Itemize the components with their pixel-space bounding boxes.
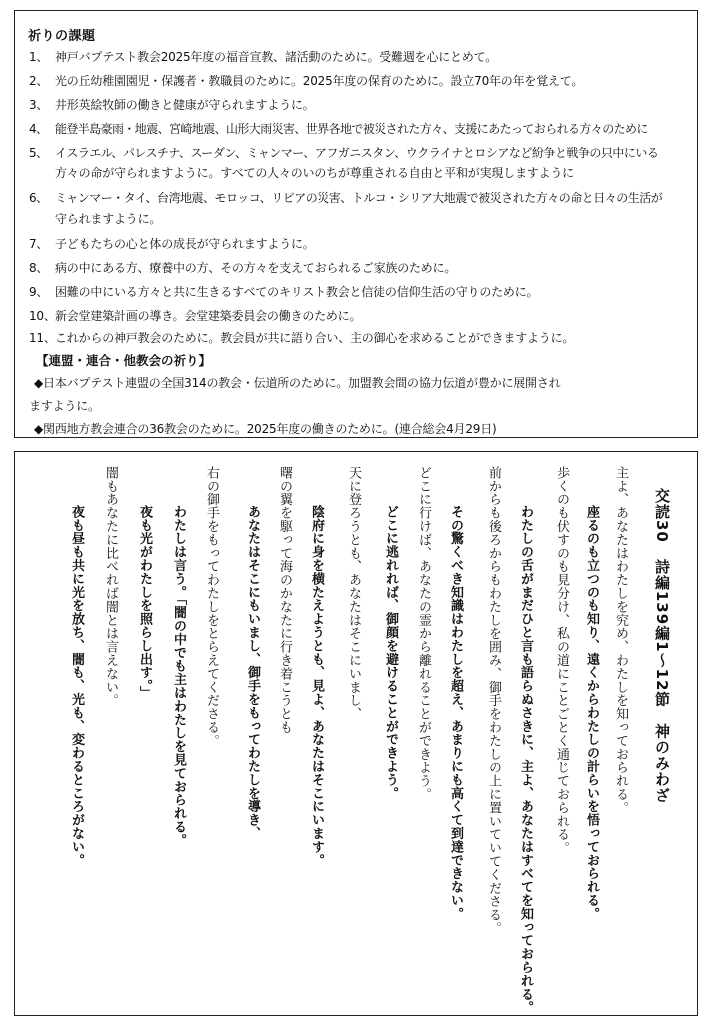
prayer-item-10: 10、新会堂建築計画の導き。会堂建築委員会の働きのために。 — [29, 309, 362, 323]
prayer-item-9: 9、 困難の中にいる方々と共に生きるすべてのキリスト教会と信徒の信仰生活の守りのために。 — [29, 285, 539, 299]
prayer-item-6-cont: 守られますように。 — [55, 212, 162, 226]
prayer-title: 祈りの課題 — [28, 29, 96, 44]
union-item-1: ◆日本バプテスト連盟の全国314の教会・伝道所のために。加盟教会間の協力伝道が豊かに展開され — [34, 376, 561, 390]
prayer-item-11: 11、これからの神戸教会のために。教会員が共に語り合い、主の御心を求めることができますように。 — [29, 331, 575, 345]
reading-line-4: わたしの舌がまだひと言も語らぬさきに、主よ、あなたはすべてを知っておられる。 — [518, 505, 533, 1015]
reading-line-16: 闇もあなたに比べれば闇とは言えない。 — [103, 466, 118, 708]
reading-line-11: 曙の翼を駆って海のかなたに行き着こうとも — [277, 466, 292, 734]
reading-line-15: 夜も光がわたしを照らし出す。」 — [137, 505, 152, 700]
prayer-item-3: 3、 井形英絵牧師の働きと健康が守られますように。 — [29, 98, 315, 112]
union-prayer-heading: 【連盟・連合・他教会の祈り】 — [36, 353, 212, 368]
prayer-item-2: 2、 光の丘幼稚園園児・保護者・教職員のために。2025年度の保育のために。設立70年の年を覚えて。 — [29, 74, 584, 88]
prayer-item-8: 8、 病の中にある方、療養中の方、その方々を支えておられるご家族のために。 — [29, 261, 457, 275]
reading-line-5: 前からも後ろからもわたしを囲み、御手をわたしの上に置いていてくださる。 — [486, 466, 501, 935]
union-item-1-cont: ますように。 — [29, 399, 100, 413]
reading-line-8: どこに逃れれば、御顔を避けることができよう。 — [383, 505, 398, 800]
prayer-item-5-cont: 方々の命が守られますように。すべての人々のいのちが尊重される自由と平和が実現しますように — [55, 166, 574, 180]
reading-line-3: 歩くのも伏すのも見分け、私の道にことごとく通じておられる。 — [554, 466, 569, 855]
reading-line-14: わたしは言う。「闇の中でも主はわたしを見ておられる。 — [171, 505, 186, 847]
reading-line-6: その驚くべき知識はわたしを超え、あまりにも高くて到達できない。 — [448, 505, 463, 921]
prayer-item-1: 1、 神戸バプテスト教会2025年度の福音宣教、諸活動のために。受難週を心にとめて。 — [29, 50, 498, 64]
reading-line-2: 座るのも立つのも知り、遠くからわたしの計らいを悟っておられる。 — [584, 505, 599, 921]
prayer-item-7: 7、 子どもたちの心と体の成長が守られますように。 — [29, 237, 315, 251]
reading-line-17: 夜も昼も共に光を放ち、闇も、光も、変わるところがない。 — [69, 505, 84, 867]
prayer-item-4: 4、 能登半島豪雨・地震、宮崎地震、山形大雨災害、世界各地で被災された方々、支援にあたっておられる方々のために — [29, 122, 648, 136]
reading-line-1: 主よ、あなたはわたしを究め、わたしを知っておられる。 — [613, 466, 628, 815]
prayer-item-6: 6、 ミャンマー・タイ、台湾地震、モロッコ、リビアの災害、トルコ・シリア大地震で被災された方々の命と日々の生活が — [29, 191, 663, 205]
reading-line-12: あなたはそこにもいまし、御手をもってわたしを導き、 — [245, 505, 260, 840]
union-item-2: ◆関西地方教会連合の36教会のために。2025年度の働きのために。(連合総会4月29日) — [34, 422, 497, 436]
reading-line-13: 右の御手をもってわたしをとらえてくださる。 — [204, 466, 219, 748]
reading-title: 交読30 詩編139編1〜12節 神のみわざ — [653, 488, 671, 804]
prayer-item-5: 5、 イスラエル、パレスチナ、スーダン、ミャンマー、アフガニスタン、ウクライナとロシアなど紛争と戦争の只中にいる — [29, 146, 659, 160]
reading-line-9: 天に登ろうとも、あなたはそこにいまし、 — [346, 466, 361, 721]
reading-line-7: どこに行けば、あなたの霊から離れることができよう。 — [416, 466, 431, 801]
reading-line-10: 陰府に身を横たえようとも、見よ、あなたはそこにいます。 — [309, 505, 324, 867]
